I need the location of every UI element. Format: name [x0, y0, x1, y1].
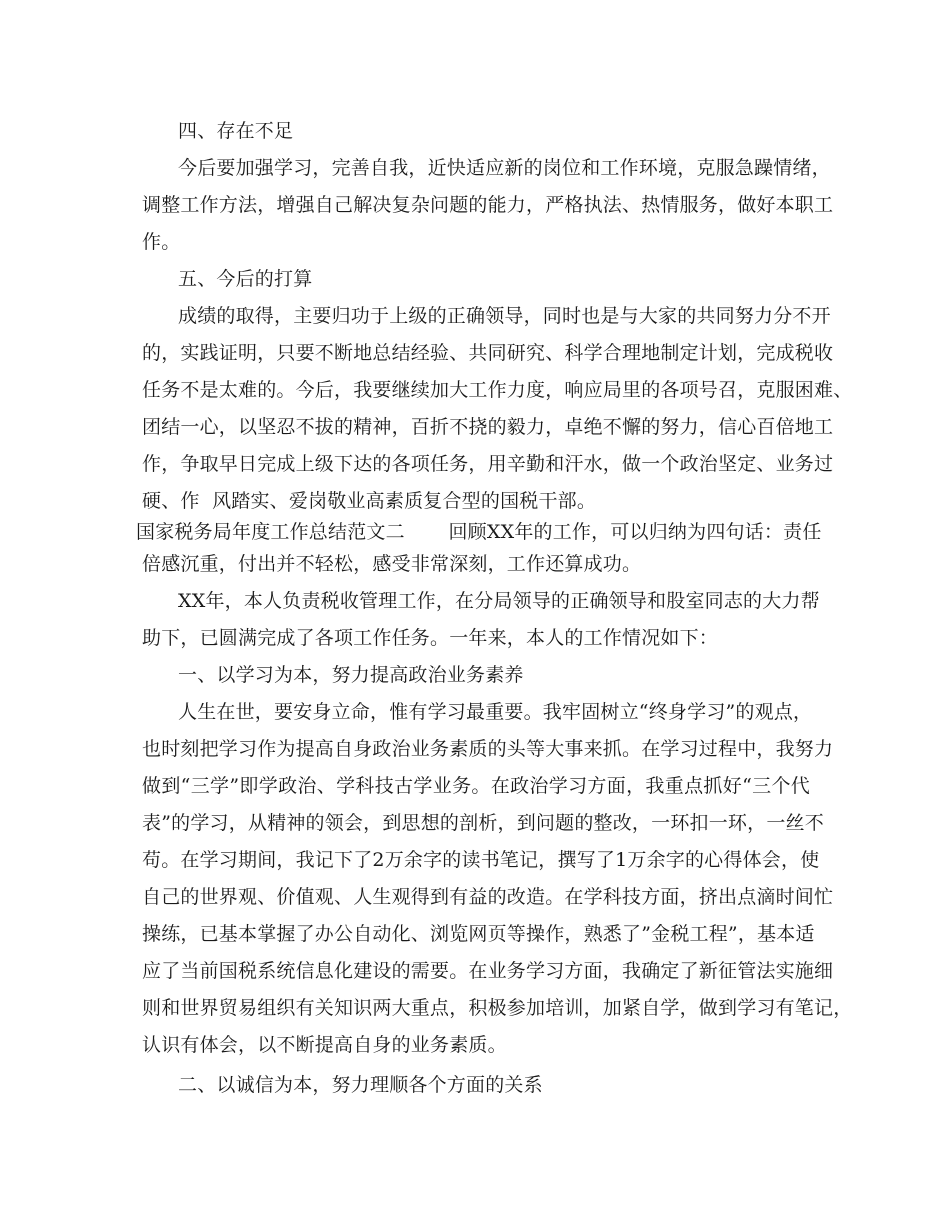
paragraph-line: 苟。在学习期间，我记下了2万余字的读书笔记，撰写了1万余字的心得体会，使	[142, 849, 820, 871]
section-heading: 二、以诚信为本，努力理顺各个方面的关系	[178, 1074, 543, 1096]
section-heading: 五、今后的打算	[178, 268, 313, 290]
paragraph-line: 今后要加强学习，完善自我，近快适应新的岗位和工作环境，克服急躁情绪，	[178, 157, 831, 179]
section-heading: 一、以学习为本，努力提高政治业务素养	[178, 664, 524, 686]
paragraph-line: 成绩的取得，主要归功于上级的正确领导，同时也是与大家的共同努力分不开	[178, 305, 831, 327]
paragraph-line: 团结一心，以坚忍不拔的精神，百折不挠的毅力，卓绝不懈的努力，信心百倍地工	[142, 416, 834, 438]
paragraph-line: XX年，本人负责税收管理工作，在分局领导的正确领导和股室同志的大力帮	[178, 590, 820, 612]
paragraph-line: 操练，已基本掌握了办公自动化、浏览网页等操作，熟悉了”金税工程”，基本适	[142, 923, 815, 945]
paragraph-line: 表”的学习，从精神的领会，到思想的剖析，到问题的整改，一环扣一环，一丝不	[142, 812, 824, 834]
paragraph-line: 则和世界贸易组织有关知识两大重点，积极参加培训，加紧自学，做到学习有笔记，	[142, 997, 853, 1019]
paragraph-line: 作，争取早日完成上级下达的各项任务，用辛勤和汗水，做一个政治坚定、业务过	[142, 453, 834, 475]
article-title-line: 国家税务局年度工作总结范文二 回顾XX年的工作，可以归纳为四句话：责任	[136, 521, 822, 543]
paragraph-line: 调整工作方法，增强自己解决复杂问题的能力，严格执法、热情服务，做好本职工	[142, 194, 834, 216]
paragraph-line: 认识有体会，以不断提高自身的业务素质。	[142, 1034, 507, 1056]
paragraph-line: 作。	[142, 231, 181, 253]
paragraph-line: 自己的世界观、价值观、人生观得到有益的改造。在学科技方面，挤出点滴时间忙	[142, 886, 834, 908]
paragraph-line: 硬、作 风踏实、爱岗敬业高素质复合型的国税干部。	[142, 490, 597, 512]
paragraph-line: 做到“三学”即学政治、学科技古学业务。在政治学习方面，我重点抓好“三个代	[142, 775, 810, 797]
paragraph-line: 人生在世，要安身立命，惟有学习最重要。我牢固树立“终身学习”的观点，	[178, 701, 813, 723]
paragraph-line: 倍感沉重，付出并不轻松，感受非常深刻，工作还算成功。	[142, 553, 642, 575]
section-heading: 四、存在不足	[178, 120, 294, 142]
paragraph-line: 的，实践证明，只要不断地总结经验、共同研究、科学合理地制定计划，完成税收	[142, 342, 834, 364]
paragraph-line: 任务不是太难的。今后，我要继续加大工作力度，响应局里的各项号召，克服困难、	[142, 379, 853, 401]
paragraph-line: 助下，已圆满完成了各项工作任务。一年来，本人的工作情况如下：	[142, 627, 719, 649]
paragraph-line: 应了当前国税系统信息化建设的需要。在业务学习方面，我确定了新征管法实施细	[142, 960, 834, 982]
paragraph-line: 也时刻把学习作为提高自身政治业务素质的头等大事来抓。在学习过程中，我努力	[142, 738, 834, 760]
